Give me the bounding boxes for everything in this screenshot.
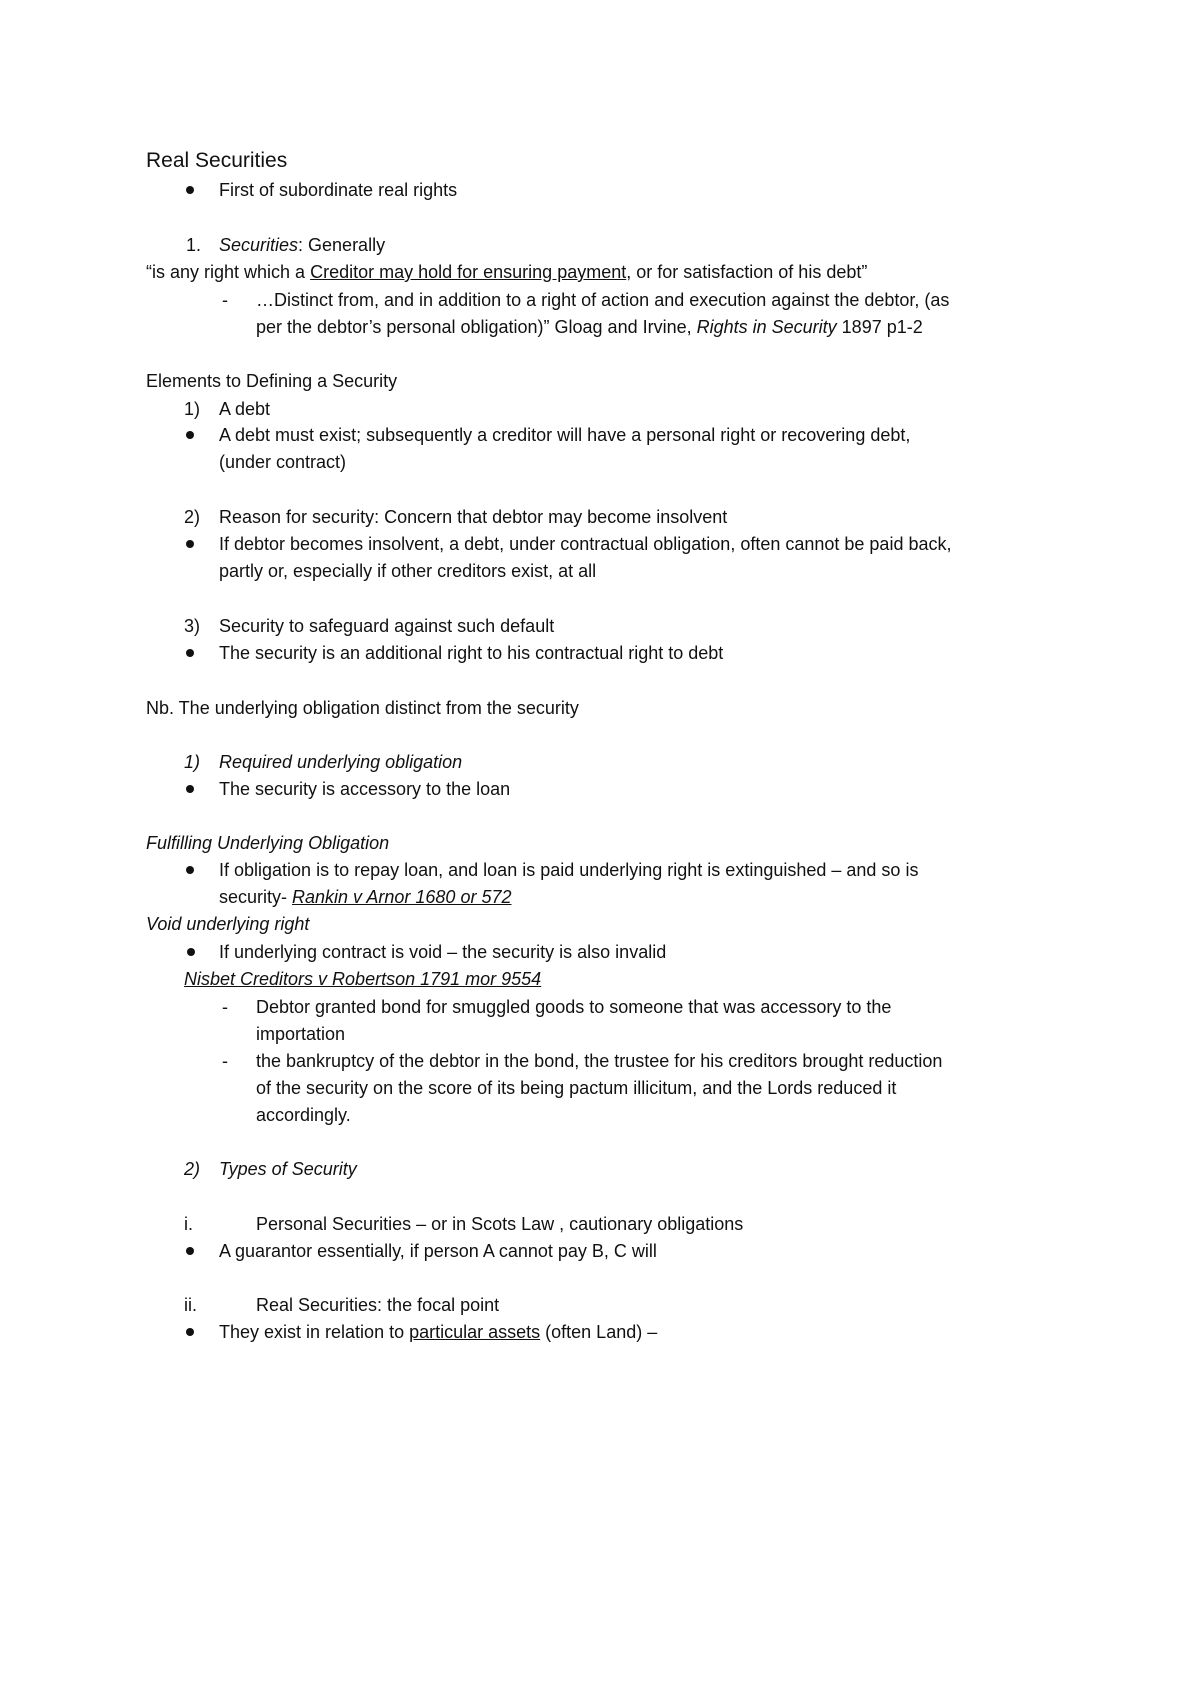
fulfil-heading: Fulfilling Underlying Obligation (146, 833, 390, 853)
case-citation-nisbet: Nisbet Creditors v Robertson 1791 mor 9554 (184, 969, 542, 989)
section-1-heading-italic: Securities (219, 235, 299, 255)
types-ii-bullet-underlined: particular assets (409, 1322, 541, 1342)
quote-continuation-line-2 (256, 315, 923, 339)
bullet-icon (186, 1328, 194, 1336)
dash-marker: - (222, 290, 228, 310)
citation-part-a: per the debtor’s personal obligation)” Gloag and Irvine, (256, 317, 697, 337)
citation-part-b: 1897 p1-2 (836, 317, 923, 337)
element-2-number: 2) (184, 507, 201, 527)
definition-quote (146, 260, 867, 284)
void-bullet: If underlying contract is void – the security is also invalid (219, 942, 667, 962)
intro-bullet-text: First of subordinate real rights (219, 180, 458, 200)
req-number: 1) (184, 752, 201, 772)
quote-part-b: , or for satisfaction of his debt” (626, 262, 868, 282)
section-1-num: 1. (186, 235, 202, 255)
section-1-number (186, 233, 201, 257)
elements-heading: Elements to Defining a Security (146, 371, 398, 391)
case-citation-rankin: Rankin v Arnor 1680 or 572 (292, 887, 512, 907)
bullet-icon (186, 540, 194, 548)
element-2-text: Reason for security: Concern that debtor may become insolvent (219, 507, 728, 527)
types-ii-bullet-part-a: They exist in relation to (219, 1322, 410, 1342)
bullet-icon (186, 649, 194, 657)
void-dash-1-line-1: Debtor granted bond for smuggled goods to someone that was accessory to the (256, 997, 892, 1017)
bullet-icon (186, 431, 194, 439)
bullet-icon (186, 866, 194, 874)
void-dash-2-line-2: of the security on the score of its being pactum illicitum, and the Lords reduced it (256, 1078, 897, 1098)
element-3-text: Security to safeguard against such default (219, 616, 555, 636)
section-1-heading-rest: : Generally (298, 235, 386, 255)
bullet-icon (186, 785, 194, 793)
bullet-icon (186, 186, 194, 194)
element-1-number: 1) (184, 399, 201, 419)
types-i-number: i. (184, 1214, 193, 1234)
element-1-bullet-line-2: (under contract) (219, 452, 347, 472)
element-3-number: 3) (184, 616, 201, 636)
nb-note: Nb. The underlying obligation distinct from the security (146, 698, 579, 718)
element-3-bullet: The security is an additional right to his contractual right to debt (219, 643, 724, 663)
citation-italic: Rights in Security (696, 317, 837, 337)
void-dash-1-line-2: importation (256, 1024, 346, 1044)
section-1-heading (219, 233, 385, 257)
void-heading: Void underlying right (146, 914, 310, 934)
void-dash-2-line-1: the bankruptcy of the debtor in the bond, the trustee for his creditors brought reduction (256, 1051, 943, 1071)
req-bullet: The security is accessory to the loan (219, 779, 511, 799)
types-number: 2) (184, 1159, 201, 1179)
types-i-text: Personal Securities – or in Scots Law , cautionary obligations (256, 1214, 744, 1234)
dash-marker: - (222, 1051, 228, 1071)
element-2-bullet-line-2: partly or, especially if other creditors exist, at all (219, 561, 597, 581)
element-1-text: A debt (219, 399, 271, 419)
fulfil-bullet-line-1: If obligation is to repay loan, and loan is paid underlying right is extinguished – and so is (219, 860, 919, 880)
types-ii-number: ii. (184, 1295, 197, 1315)
element-1-bullet-line-1: A debt must exist; subsequently a creditor will have a personal right or recovering debt, (219, 425, 911, 445)
req-heading: Required underlying obligation (219, 752, 463, 772)
quote-part-a: “is any right which a (146, 262, 311, 282)
types-ii-bullet (219, 1320, 657, 1344)
quote-continuation-line-1: …Distinct from, and in addition to a right of action and execution against the debtor, (as (256, 290, 950, 310)
quote-underlined: Creditor may hold for ensuring payment (310, 262, 627, 282)
types-ii-bullet-part-b: (often Land) – (540, 1322, 658, 1342)
types-heading: Types of Security (219, 1159, 357, 1179)
types-i-bullet: A guarantor essentially, if person A cannot pay B, C will (219, 1241, 657, 1261)
page-title: Real Securities (146, 149, 288, 172)
bullet-icon (186, 1247, 194, 1255)
void-dash-2-line-3: accordingly. (256, 1105, 351, 1125)
dash-marker: - (222, 997, 228, 1017)
types-ii-text: Real Securities: the focal point (256, 1295, 500, 1315)
fulfil-bullet-prefix: security- (219, 887, 293, 907)
fulfil-bullet-line-2 (219, 885, 511, 909)
bullet-icon (187, 948, 195, 956)
element-2-bullet-line-1: If debtor becomes insolvent, a debt, under contractual obligation, often cannot be paid back, (219, 534, 952, 554)
